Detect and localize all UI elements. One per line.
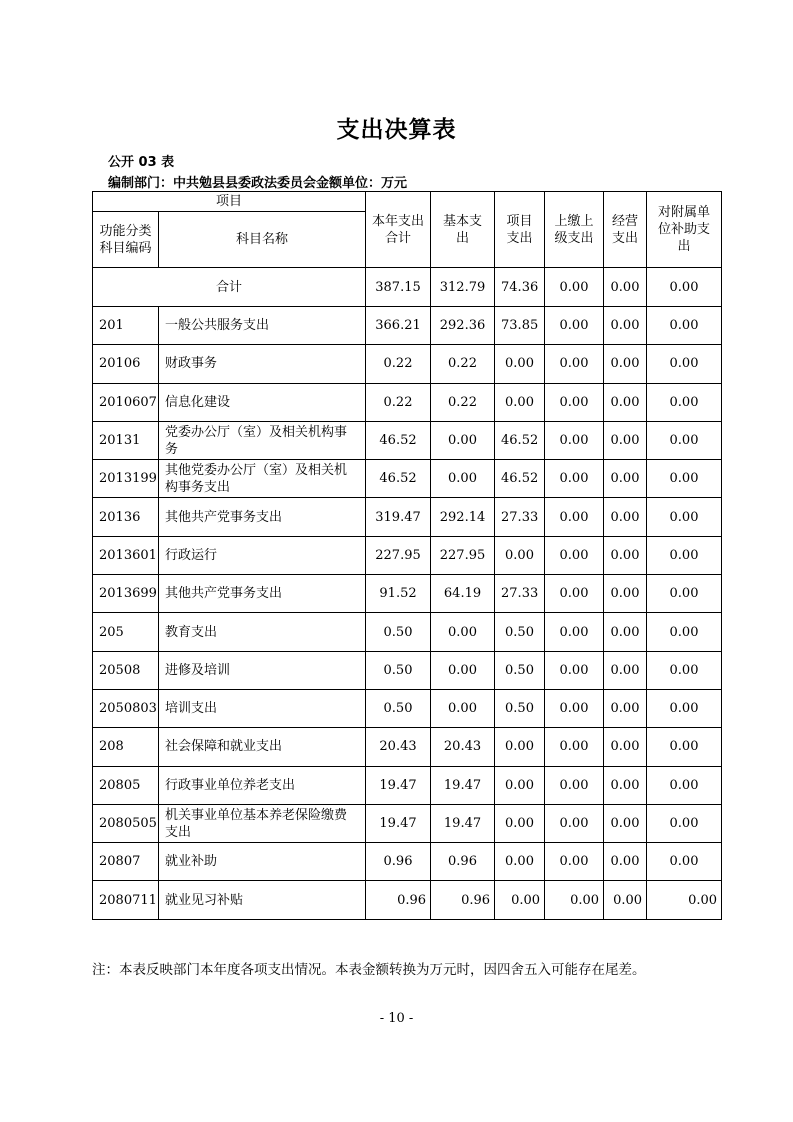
cell-basic: 19.47 xyxy=(431,804,495,842)
cell-name: 其他共产党事务支出 xyxy=(159,498,366,536)
cell-basic: 20.43 xyxy=(431,728,495,766)
cell-item: 0.00 xyxy=(495,881,545,919)
total-label: 合计 xyxy=(93,268,366,307)
cell-code: 201 xyxy=(93,307,159,345)
cell-basic: 0.96 xyxy=(431,843,495,881)
header-item: 项目支出 xyxy=(495,192,545,268)
cell-total: 46.52 xyxy=(366,460,431,498)
cell-item: 73.85 xyxy=(495,307,545,345)
cell-business: 0.00 xyxy=(604,498,647,536)
cell-basic: 292.36 xyxy=(431,307,495,345)
cell-upper: 0.00 xyxy=(545,804,604,842)
cell-subsidy: 0.00 xyxy=(647,804,722,842)
cell-code: 20106 xyxy=(93,345,159,383)
cell-business: 0.00 xyxy=(604,651,647,689)
cell-total: 20.43 xyxy=(366,728,431,766)
cell-upper: 0.00 xyxy=(545,651,604,689)
table-row xyxy=(93,728,722,766)
cell-upper: 0.00 xyxy=(545,460,604,498)
total-subsidy: 0.00 xyxy=(647,268,722,307)
cell-upper: 0.00 xyxy=(545,421,604,459)
page-title: 支出决算表 xyxy=(336,117,457,143)
cell-item: 0.00 xyxy=(495,728,545,766)
cell-item: 0.50 xyxy=(495,651,545,689)
cell-subsidy: 0.00 xyxy=(647,307,722,345)
cell-subsidy: 0.00 xyxy=(647,421,722,459)
total-total: 387.15 xyxy=(366,268,431,307)
cell-item: 27.33 xyxy=(495,575,545,613)
header-project: 项目 xyxy=(93,192,366,212)
cell-name: 财政事务 xyxy=(159,345,366,383)
cell-upper: 0.00 xyxy=(545,383,604,421)
total-item: 74.36 xyxy=(495,268,545,307)
cell-upper: 0.00 xyxy=(545,575,604,613)
cell-code: 20807 xyxy=(93,843,159,881)
cell-name: 其他共产党事务支出 xyxy=(159,575,366,613)
total-upper: 0.00 xyxy=(545,268,604,307)
cell-basic: 0.00 xyxy=(431,689,495,727)
cell-total: 227.95 xyxy=(366,536,431,574)
header-basic: 基本支出 xyxy=(431,192,495,268)
header-code: 功能分类科目编码 xyxy=(93,212,159,268)
cell-code: 2050803 xyxy=(93,689,159,727)
cell-upper: 0.00 xyxy=(545,307,604,345)
cell-upper: 0.00 xyxy=(545,613,604,651)
cell-item: 46.52 xyxy=(495,460,545,498)
cell-name: 机关事业单位基本养老保险缴费支出 xyxy=(159,804,366,842)
table-row xyxy=(93,689,722,727)
cell-code: 205 xyxy=(93,613,159,651)
cell-upper: 0.00 xyxy=(545,728,604,766)
cell-total: 0.96 xyxy=(366,881,431,919)
cell-subsidy: 0.00 xyxy=(647,728,722,766)
cell-name: 就业补助 xyxy=(159,843,366,881)
cell-subsidy: 0.00 xyxy=(647,651,722,689)
cell-item: 46.52 xyxy=(495,421,545,459)
cell-basic: 0.00 xyxy=(431,651,495,689)
department-and-unit: 编制部门：中共勉县县委政法委员会金额单位：万元 xyxy=(108,176,408,191)
cell-total: 91.52 xyxy=(366,575,431,613)
cell-business: 0.00 xyxy=(604,613,647,651)
table-row-total xyxy=(93,268,722,307)
cell-total: 46.52 xyxy=(366,421,431,459)
cell-business: 0.00 xyxy=(604,766,647,804)
cell-basic: 0.00 xyxy=(431,460,495,498)
cell-total: 19.47 xyxy=(366,804,431,842)
footnote: 注：本表反映部门本年度各项支出情况。本表金额转换为万元时，因四舍五入可能存在尾差。 xyxy=(92,962,646,978)
cell-item: 0.00 xyxy=(495,804,545,842)
cell-total: 366.21 xyxy=(366,307,431,345)
cell-business: 0.00 xyxy=(604,575,647,613)
cell-item: 27.33 xyxy=(495,498,545,536)
cell-code: 2013699 xyxy=(93,575,159,613)
cell-total: 0.22 xyxy=(366,383,431,421)
cell-code: 2080711 xyxy=(93,881,159,919)
cell-basic: 19.47 xyxy=(431,766,495,804)
cell-business: 0.00 xyxy=(604,307,647,345)
cell-item: 0.00 xyxy=(495,843,545,881)
cell-code: 20508 xyxy=(93,651,159,689)
table-row xyxy=(93,575,722,613)
cell-subsidy: 0.00 xyxy=(647,766,722,804)
cell-basic: 0.96 xyxy=(431,881,495,919)
cell-item: 0.00 xyxy=(495,383,545,421)
table-row xyxy=(93,804,722,842)
cell-business: 0.00 xyxy=(604,383,647,421)
cell-upper: 0.00 xyxy=(545,498,604,536)
cell-name: 培训支出 xyxy=(159,689,366,727)
cell-subsidy: 0.00 xyxy=(647,881,722,919)
cell-code: 2080505 xyxy=(93,804,159,842)
table-row xyxy=(93,307,722,345)
cell-basic: 292.14 xyxy=(431,498,495,536)
total-basic: 312.79 xyxy=(431,268,495,307)
cell-total: 19.47 xyxy=(366,766,431,804)
expenditure-table xyxy=(92,191,722,920)
table-row xyxy=(93,766,722,804)
cell-business: 0.00 xyxy=(604,345,647,383)
cell-item: 0.00 xyxy=(495,766,545,804)
cell-upper: 0.00 xyxy=(545,345,604,383)
cell-business: 0.00 xyxy=(604,460,647,498)
table-row xyxy=(93,460,722,498)
cell-name: 党委办公厅（室）及相关机构事务 xyxy=(159,421,366,459)
cell-name: 其他党委办公厅（室）及相关机构事务支出 xyxy=(159,460,366,498)
table-row xyxy=(93,613,722,651)
table-row xyxy=(93,498,722,536)
cell-item: 0.50 xyxy=(495,613,545,651)
cell-code: 208 xyxy=(93,728,159,766)
cell-subsidy: 0.00 xyxy=(647,536,722,574)
cell-code: 2013601 xyxy=(93,536,159,574)
cell-total: 0.22 xyxy=(366,345,431,383)
cell-upper: 0.00 xyxy=(545,766,604,804)
cell-name: 社会保障和就业支出 xyxy=(159,728,366,766)
table-row xyxy=(93,843,722,881)
cell-code: 2013199 xyxy=(93,460,159,498)
header-subsidy: 对附属单位补助支出 xyxy=(647,192,722,268)
cell-basic: 0.00 xyxy=(431,613,495,651)
cell-business: 0.00 xyxy=(604,843,647,881)
cell-code: 2010607 xyxy=(93,383,159,421)
cell-business: 0.00 xyxy=(604,804,647,842)
cell-subsidy: 0.00 xyxy=(647,345,722,383)
cell-business: 0.00 xyxy=(604,689,647,727)
cell-total: 319.47 xyxy=(366,498,431,536)
cell-upper: 0.00 xyxy=(545,843,604,881)
cell-business: 0.00 xyxy=(604,881,647,919)
page-number: - 10 - xyxy=(379,1011,414,1026)
cell-total: 0.50 xyxy=(366,651,431,689)
cell-upper: 0.00 xyxy=(545,689,604,727)
cell-basic: 0.22 xyxy=(431,345,495,383)
cell-subsidy: 0.00 xyxy=(647,460,722,498)
table-row xyxy=(93,651,722,689)
cell-item: 0.00 xyxy=(495,345,545,383)
cell-business: 0.00 xyxy=(604,421,647,459)
cell-business: 0.00 xyxy=(604,536,647,574)
cell-name: 行政事业单位养老支出 xyxy=(159,766,366,804)
cell-total: 0.50 xyxy=(366,613,431,651)
cell-name: 信息化建设 xyxy=(159,383,366,421)
cell-subsidy: 0.00 xyxy=(647,689,722,727)
cell-item: 0.50 xyxy=(495,689,545,727)
cell-subsidy: 0.00 xyxy=(647,498,722,536)
table-row xyxy=(93,345,722,383)
cell-business: 0.00 xyxy=(604,728,647,766)
header-name: 科目名称 xyxy=(159,212,366,268)
header-total: 本年支出合计 xyxy=(366,192,431,268)
cell-name: 进修及培训 xyxy=(159,651,366,689)
cell-total: 0.96 xyxy=(366,843,431,881)
cell-item: 0.00 xyxy=(495,536,545,574)
cell-subsidy: 0.00 xyxy=(647,843,722,881)
cell-subsidy: 0.00 xyxy=(647,383,722,421)
cell-basic: 0.00 xyxy=(431,421,495,459)
cell-basic: 227.95 xyxy=(431,536,495,574)
table-row xyxy=(93,383,722,421)
header-upper: 上缴上级支出 xyxy=(545,192,604,268)
form-id: 公开 03 表 xyxy=(108,155,175,170)
cell-basic: 0.22 xyxy=(431,383,495,421)
cell-upper: 0.00 xyxy=(545,881,604,919)
cell-code: 20131 xyxy=(93,421,159,459)
table-row xyxy=(93,421,722,459)
cell-subsidy: 0.00 xyxy=(647,575,722,613)
cell-name: 行政运行 xyxy=(159,536,366,574)
cell-code: 20805 xyxy=(93,766,159,804)
table-row xyxy=(93,536,722,574)
cell-name: 一般公共服务支出 xyxy=(159,307,366,345)
table-row xyxy=(93,881,722,919)
total-business: 0.00 xyxy=(604,268,647,307)
header-business: 经营支出 xyxy=(604,192,647,268)
cell-subsidy: 0.00 xyxy=(647,613,722,651)
cell-name: 教育支出 xyxy=(159,613,366,651)
cell-name: 就业见习补贴 xyxy=(159,881,366,919)
cell-upper: 0.00 xyxy=(545,536,604,574)
cell-total: 0.50 xyxy=(366,689,431,727)
cell-basic: 64.19 xyxy=(431,575,495,613)
cell-code: 20136 xyxy=(93,498,159,536)
